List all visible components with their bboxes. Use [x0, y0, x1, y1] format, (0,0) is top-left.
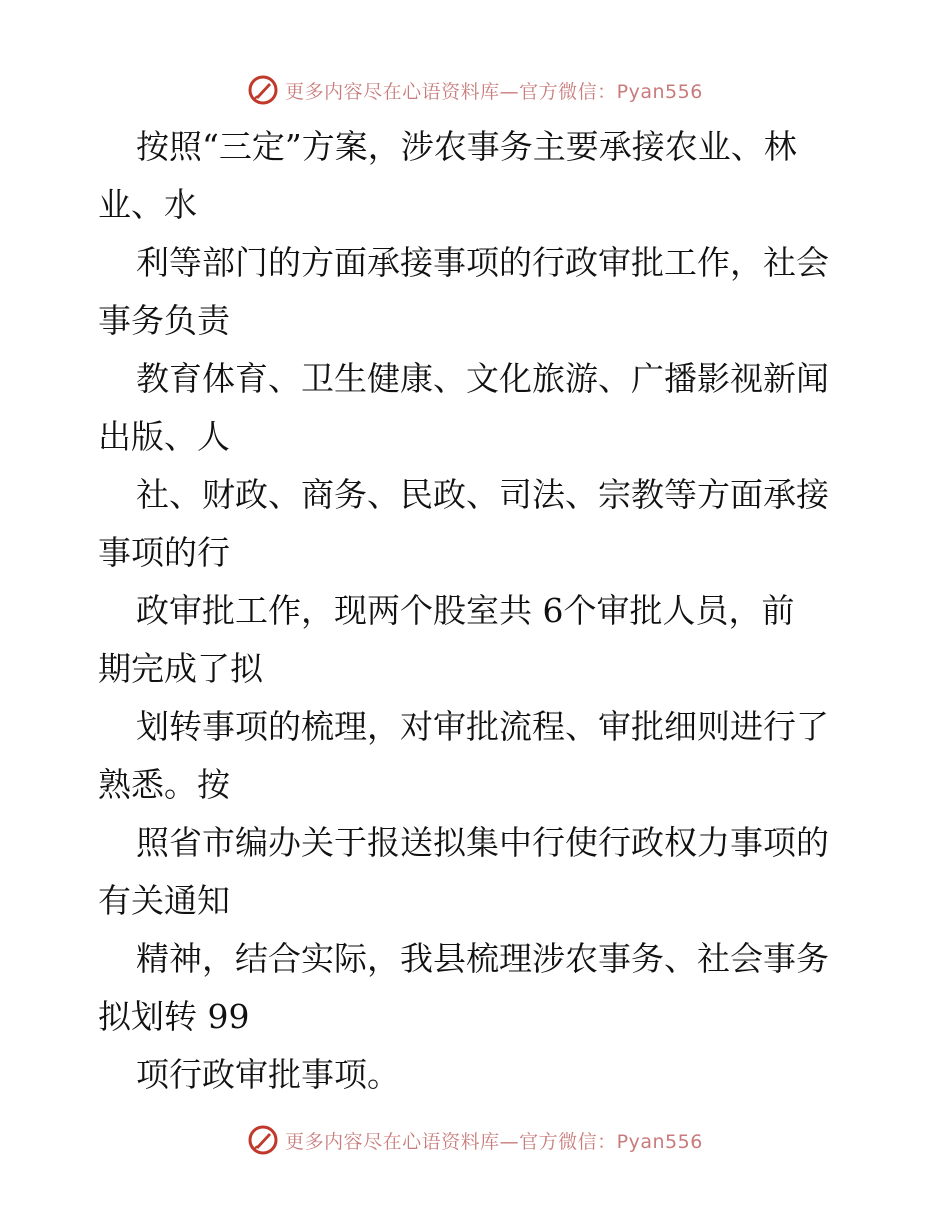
body-line: 划转事项的梳理，对审批流程、审批细则进行了 [136, 707, 829, 746]
document-body [98, 118, 858, 1104]
body-line: 精神，结合实际，我县梳理涉农事务、社会事务 [136, 939, 829, 978]
body-line: 出版、人 [98, 417, 230, 456]
body-line: 政审批工作，现两个股室共 6个审批人员，前 [136, 591, 795, 630]
body-line: 业、水 [98, 185, 197, 224]
quill-seal-icon [247, 1124, 279, 1156]
header-banner-text: 更多内容尽在心语资料库—官方微信：Pyan556 [285, 80, 703, 103]
body-line: 事务负责 [98, 301, 230, 340]
quill-seal-icon [247, 74, 279, 106]
body-line: 社、财政、商务、民政、司法、宗教等方面承接 [136, 475, 829, 514]
body-line: 熟悉。按 [98, 765, 230, 804]
header-banner [0, 70, 950, 110]
body-line: 按照“三定”方案，涉农事务主要承接农业、林 [136, 127, 797, 166]
body-line: 项行政审批事项。 [136, 1055, 400, 1094]
body-line: 事项的行 [98, 533, 230, 572]
body-line: 拟划转 99 [98, 997, 250, 1036]
body-line: 有关通知 [98, 881, 230, 920]
body-line: 教育体育、卫生健康、文化旅游、广播影视新闻 [136, 359, 829, 398]
body-line: 照省市编办关于报送拟集中行使行政权力事项的 [136, 823, 829, 862]
footer-banner [0, 1120, 950, 1160]
footer-banner-text: 更多内容尽在心语资料库—官方微信：Pyan556 [285, 1130, 703, 1153]
body-line: 利等部门的方面承接事项的行政审批工作，社会 [136, 243, 829, 282]
body-line: 期完成了拟 [98, 649, 263, 688]
